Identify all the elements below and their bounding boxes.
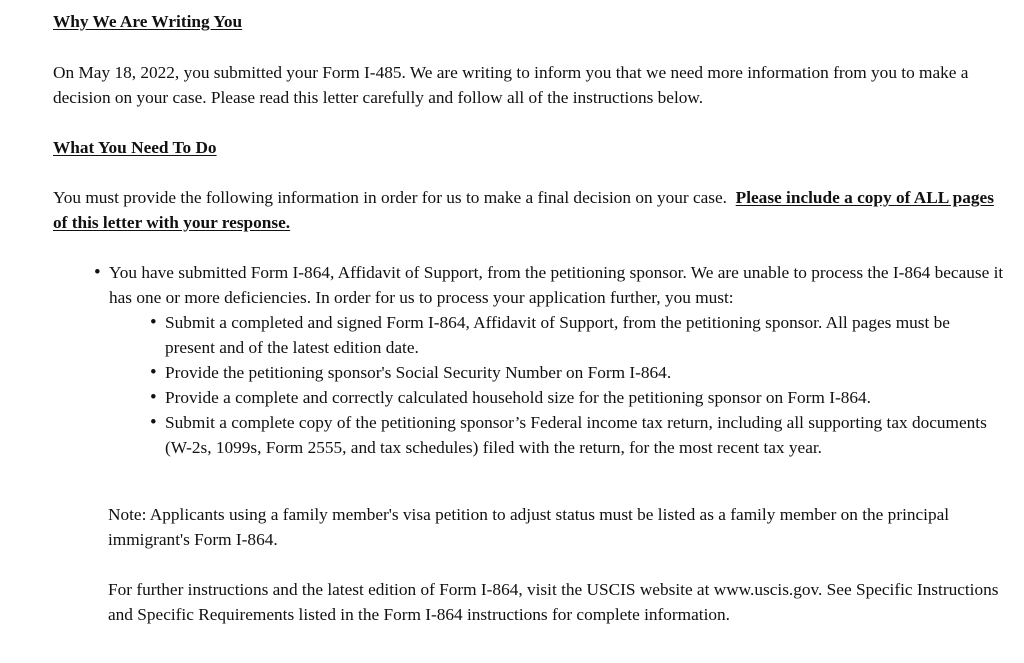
note-paragraph: Note: Applicants using a family member's visa petition to adjust status must be listed as a family member on the principal immigrant's Form I-864. <box>108 505 950 549</box>
main-bullet-item: • You have submitted Form I-864, Affidavit of Support, from the petitioning sponsor. We are unable to process the I-864 because it has one or more deficiencies. In order for us to process your application further, you must: <box>94 260 1004 310</box>
sub-bullet-list <box>150 310 990 460</box>
sub-bullet-item: • Submit a complete copy of the petitioning sponsor’s Federal income tax return, including all supporting tax documents (W-2s, 1099s, Form 2555, and tax schedules) filed with the return, for the most recent tax year. <box>150 410 990 460</box>
heading-what-you-need-to-do: What You Need To Do <box>53 138 217 157</box>
sub-bullet-item: • Provide a complete and correctly calculated household size for the petitioning sponsor on Form I-864. <box>150 385 990 410</box>
bullet-list <box>94 260 1004 460</box>
sub-bullet-item: • Provide the petitioning sponsor's Social Security Number on Form I-864. <box>150 360 990 385</box>
what-body-text: You must provide the following information in order for us to make a final decision on your case. <box>53 188 728 207</box>
further-instructions-paragraph: For further instructions and the latest edition of Form I-864, visit the USCIS website at www.uscis.gov. See Specific Instructions and Specific Requirements listed in the Form I-864 instructions for complete information. <box>108 580 999 624</box>
paragraph-why-body: On May 18, 2022, you submitted your Form I-485. We are writing to inform you that we need more information from you to make a decision on your case. Please read this letter carefully and follow all of the instructions below. <box>53 63 969 107</box>
include-pages-emphasis: Please include a copy of ALL pages of this letter with your response. <box>53 188 994 232</box>
sub-bullet-item: • Submit a completed and signed Form I-864, Affidavit of Support, from the petitioning sponsor. All pages must be present and of the latest edition date. <box>150 310 990 360</box>
heading-why-we-are-writing: Why We Are Writing You <box>53 12 243 31</box>
paragraph-what-body <box>53 185 1003 235</box>
